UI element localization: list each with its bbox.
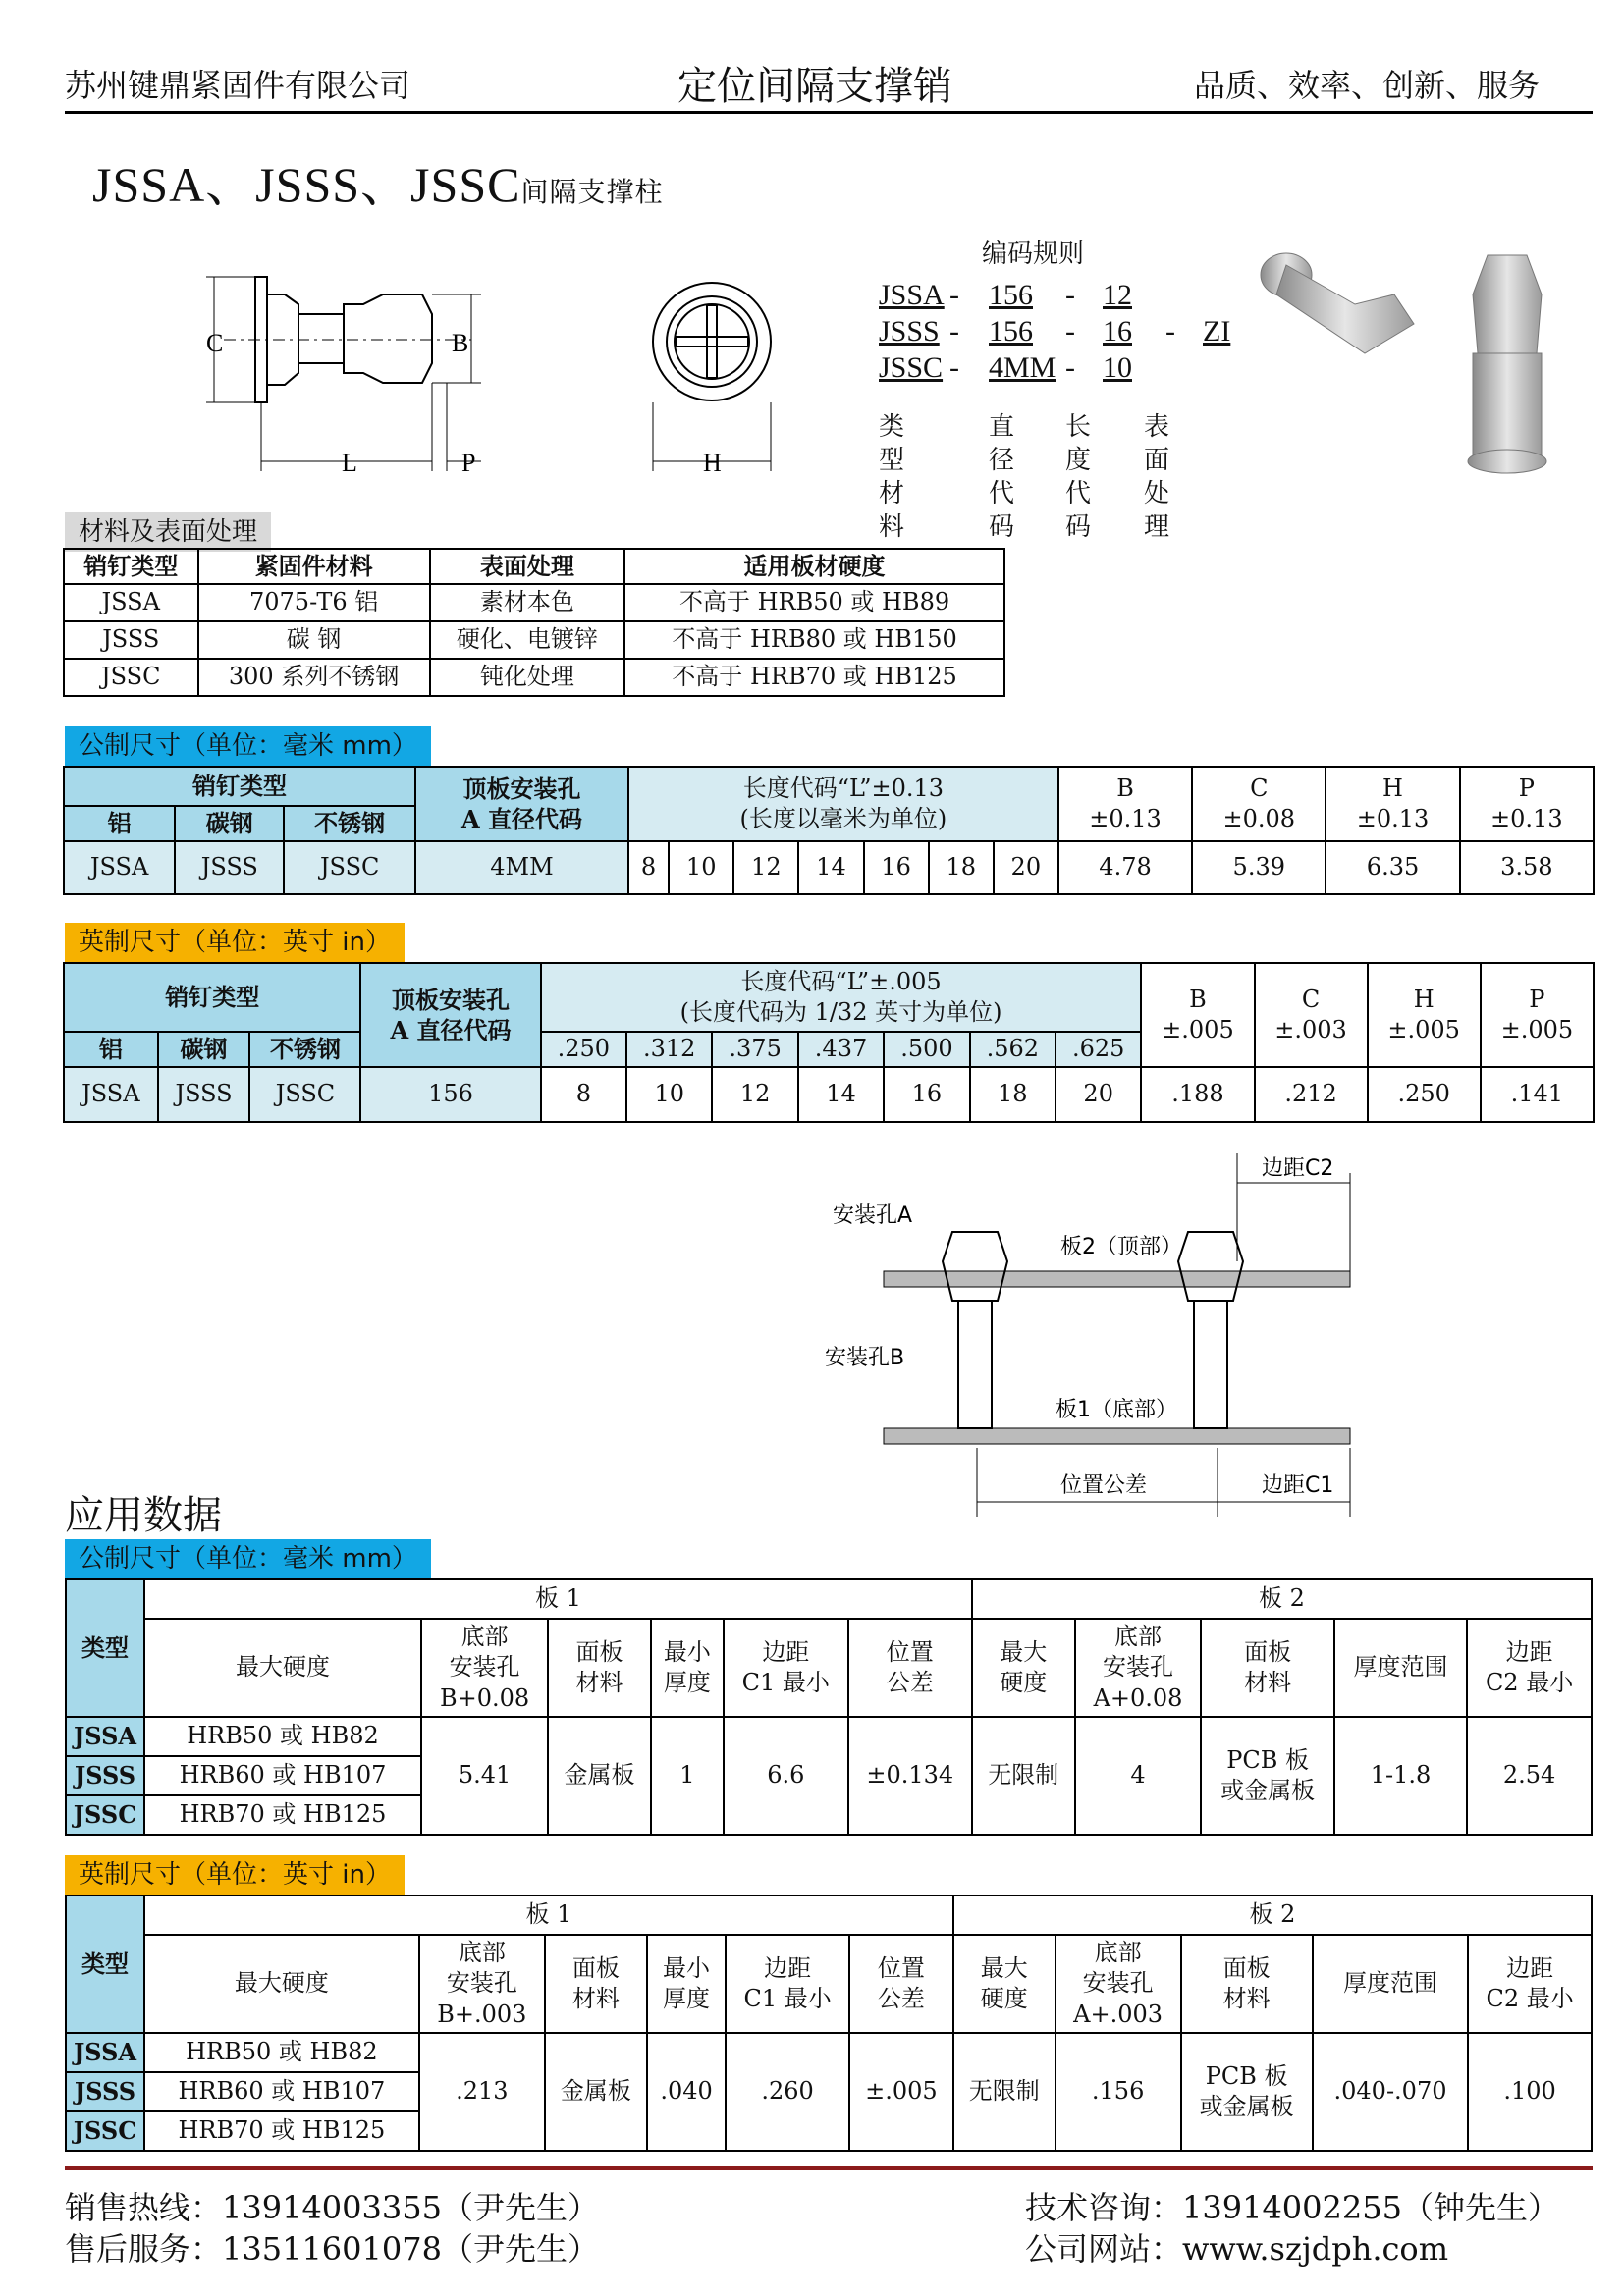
imperial-cell: .141 xyxy=(1481,1067,1594,1122)
app-col-header: 面板 材料 xyxy=(1181,1935,1313,2033)
code-token: 156 xyxy=(989,279,1033,311)
imperial-cell: .212 xyxy=(1255,1067,1368,1122)
app-imperial-tag: 英制尺寸（单位：英寸 in） xyxy=(65,1855,405,1895)
app-col-header: 最大硬度 xyxy=(144,1619,421,1717)
materials-header: 销钉类型 xyxy=(64,549,198,584)
product-title xyxy=(92,145,664,216)
app-value: .260 xyxy=(726,2033,849,2151)
app-value: .213 xyxy=(419,2033,545,2151)
app-type-header: 类型 xyxy=(66,1896,144,2033)
app-hardness: HRB60 或 HB107 xyxy=(144,2072,419,2111)
code-token: JSSS xyxy=(879,315,940,347)
imperial-cell: 8 xyxy=(541,1067,626,1122)
label-p: P xyxy=(461,449,476,477)
app-value: .156 xyxy=(1056,2033,1181,2151)
metric-cell: JSSA xyxy=(64,841,175,894)
label-plate2: 板2（顶部） xyxy=(1060,1235,1182,1259)
app-value: 2.54 xyxy=(1467,1717,1592,1835)
header-rule xyxy=(65,111,1593,114)
materials-cell: 素材本色 xyxy=(430,584,624,621)
app-value: ±.005 xyxy=(849,2033,953,2151)
metric-dim-header: C ±0.08 xyxy=(1192,767,1326,841)
metric-hole-header: 顶板安装孔 A 直径代码 xyxy=(415,767,628,841)
code-token: - xyxy=(1065,315,1075,347)
materials-cell: 不高于 HRB70 或 HB125 xyxy=(624,659,1004,696)
metric-cell: 14 xyxy=(798,841,863,894)
app-col-header: 厚度范围 xyxy=(1313,1935,1468,2033)
app-col-header: 厚度范围 xyxy=(1334,1619,1467,1717)
code-legend-item: 直径 代码 xyxy=(989,412,1015,542)
application-title: 应用数据 xyxy=(65,1493,222,1538)
code-token: - xyxy=(949,351,959,384)
side-view-drawing xyxy=(196,265,589,481)
footer-rule xyxy=(65,2166,1593,2170)
metric-cell: 6.35 xyxy=(1326,841,1459,894)
imperial-length-code: .250 xyxy=(541,1032,626,1067)
code-token: 12 xyxy=(1103,279,1132,311)
app-value: 1-1.8 xyxy=(1334,1717,1467,1835)
app-col-header: 边距 C2 最小 xyxy=(1467,1619,1592,1717)
code-legend-item: 表面 处理 xyxy=(1144,412,1170,542)
app-value: .100 xyxy=(1468,2033,1592,2151)
app-value: 5.41 xyxy=(421,1717,548,1835)
app-value: 无限制 xyxy=(972,1717,1075,1835)
app-col-header: 最大 硬度 xyxy=(972,1619,1075,1717)
imperial-cell: 156 xyxy=(360,1067,540,1122)
product-photo xyxy=(1247,236,1571,491)
metric-dim-header: P ±0.13 xyxy=(1460,767,1594,841)
materials-cell: 硬化、电镀锌 xyxy=(430,621,624,659)
label-c2: 边距C2 xyxy=(1262,1156,1334,1181)
code-token: - xyxy=(1065,351,1075,384)
page-title: 定位间隔支撑销 xyxy=(677,64,952,109)
product-code: JSSA、JSSS、JSSC xyxy=(92,157,521,212)
code-rule-title: 编码规则 xyxy=(982,240,1085,269)
code-token: 10 xyxy=(1103,351,1132,384)
materials-cell: 钝化处理 xyxy=(430,659,624,696)
code-token: - xyxy=(949,315,959,347)
imperial-length-code: .375 xyxy=(712,1032,797,1067)
app-plate1-header: 板 1 xyxy=(144,1896,953,1935)
label-c1: 边距C1 xyxy=(1262,1473,1334,1498)
company-name: 苏州键鼎紧固件有限公司 xyxy=(65,67,411,104)
app-col-header: 面板 材料 xyxy=(1201,1619,1333,1717)
app-value: 1 xyxy=(651,1717,724,1835)
app-value: 4 xyxy=(1075,1717,1202,1835)
app-value: ±0.134 xyxy=(848,1717,972,1835)
imperial-tag: 英制尺寸（单位：英寸 in） xyxy=(65,923,405,962)
assembly-drawing xyxy=(825,1153,1375,1517)
app-col-header: 底部 安装孔 B+.003 xyxy=(419,1935,545,2033)
metric-dim-header: H ±0.13 xyxy=(1326,767,1459,841)
tech-support: 技术咨询：13914002255（钟先生） xyxy=(1025,2189,1559,2226)
imperial-material-sub: 铝 xyxy=(64,1032,158,1067)
label-h: H xyxy=(703,449,722,477)
materials-cell: 7075-T6 铝 xyxy=(198,584,430,621)
metric-material-sub: 不锈钢 xyxy=(284,806,415,841)
metric-length-header: 长度代码“L”±0.13 (长度以毫米为单位) xyxy=(628,767,1058,841)
materials-header: 表面处理 xyxy=(430,549,624,584)
app-hardness: HRB60 或 HB107 xyxy=(144,1756,421,1795)
imperial-length-code: .500 xyxy=(884,1032,969,1067)
materials-cell: 碳 钢 xyxy=(198,621,430,659)
metric-cell: 12 xyxy=(733,841,798,894)
app-col-header: 面板 材料 xyxy=(545,1935,647,2033)
materials-cell: 不高于 HRB50 或 HB89 xyxy=(624,584,1004,621)
imperial-cell: 16 xyxy=(884,1067,969,1122)
imperial-dim-header: C ±.003 xyxy=(1255,963,1368,1067)
app-col-header: 底部 安装孔 A+.003 xyxy=(1056,1935,1181,2033)
imperial-cell: .250 xyxy=(1368,1067,1481,1122)
metric-table xyxy=(63,766,1595,895)
metric-cell: 4.78 xyxy=(1058,841,1192,894)
materials-cell: 不高于 HRB80 或 HB150 xyxy=(624,621,1004,659)
app-type: JSSC xyxy=(66,2111,144,2151)
imperial-cell: 12 xyxy=(712,1067,797,1122)
app-value: .040 xyxy=(647,2033,726,2151)
code-token: 16 xyxy=(1103,315,1132,347)
app-value: 金属板 xyxy=(548,1717,651,1835)
app-value: PCB 板 或金属板 xyxy=(1181,2033,1313,2151)
imperial-dim-header: B ±.005 xyxy=(1141,963,1254,1067)
label-l: L xyxy=(342,449,357,477)
after-sales: 售后服务：13511601078（尹先生） xyxy=(65,2230,599,2268)
app-col-header: 最大 硬度 xyxy=(953,1935,1056,2033)
materials-header: 适用板材硬度 xyxy=(624,549,1004,584)
materials-cell: JSSS xyxy=(64,621,198,659)
metric-cell: 10 xyxy=(669,841,733,894)
app-type: JSSS xyxy=(66,2072,144,2111)
website[interactable]: 公司网站：www.szjdph.com xyxy=(1025,2230,1449,2268)
imperial-material-sub: 不锈钢 xyxy=(249,1032,360,1067)
imperial-cell: JSSS xyxy=(158,1067,250,1122)
imperial-cell: 20 xyxy=(1056,1067,1141,1122)
code-token: JSSA xyxy=(879,279,945,311)
app-type-header: 类型 xyxy=(66,1579,144,1717)
app-type: JSSA xyxy=(66,1717,144,1756)
imperial-dim-header: H ±.005 xyxy=(1368,963,1481,1067)
metric-cell: JSSC xyxy=(284,841,415,894)
imperial-cell: 18 xyxy=(970,1067,1056,1122)
imperial-material-sub: 碳钢 xyxy=(158,1032,250,1067)
app-type: JSSS xyxy=(66,1756,144,1795)
metric-cell: 18 xyxy=(929,841,994,894)
app-metric-tag: 公制尺寸（单位：毫米 mm） xyxy=(65,1539,431,1578)
imperial-length-code: .312 xyxy=(626,1032,712,1067)
imperial-length-code: .437 xyxy=(798,1032,884,1067)
app-plate2-header: 板 2 xyxy=(972,1579,1592,1619)
label-tolerance: 位置公差 xyxy=(1060,1473,1148,1498)
app-plate1-header: 板 1 xyxy=(144,1579,972,1619)
metric-cell: 8 xyxy=(628,841,669,894)
app-col-header: 最小 厚度 xyxy=(647,1935,726,2033)
materials-cell: 300 系列不锈钢 xyxy=(198,659,430,696)
imperial-cell: JSSC xyxy=(249,1067,360,1122)
code-token: - xyxy=(1165,315,1175,347)
imperial-length-header: 长度代码“L”±.005 (长度代码为 1/32 英寸为单位) xyxy=(541,963,1142,1032)
code-legend-item: 长度 代码 xyxy=(1065,412,1092,542)
code-token: ZI xyxy=(1203,315,1231,347)
app-imperial-table xyxy=(65,1895,1593,2152)
app-value: 6.6 xyxy=(724,1717,848,1835)
app-hardness: HRB70 或 HB125 xyxy=(144,2111,419,2151)
slogan: 品质、效率、创新、服务 xyxy=(1194,67,1541,104)
app-value: 金属板 xyxy=(545,2033,647,2151)
app-col-header: 最小 厚度 xyxy=(651,1619,724,1717)
app-type: JSSC xyxy=(66,1795,144,1835)
app-value: 无限制 xyxy=(953,2033,1056,2151)
metric-tag: 公制尺寸（单位：毫米 mm） xyxy=(65,726,431,766)
app-value: .040-.070 xyxy=(1313,2033,1468,2151)
metric-cell: 20 xyxy=(994,841,1058,894)
product-subtitle: 间隔支撑柱 xyxy=(520,178,664,208)
metric-cell: JSSS xyxy=(175,841,284,894)
imperial-length-code: .562 xyxy=(970,1032,1056,1067)
imperial-table xyxy=(63,962,1595,1123)
materials-table xyxy=(63,548,1005,697)
metric-cell: 16 xyxy=(864,841,929,894)
app-hardness: HRB70 或 HB125 xyxy=(144,1795,421,1835)
app-value: PCB 板 或金属板 xyxy=(1201,1717,1333,1835)
code-legend-item: 类型 材料 xyxy=(879,412,905,542)
imperial-cell: 10 xyxy=(626,1067,712,1122)
label-hole-a: 安装孔A xyxy=(833,1203,913,1228)
sales-hotline: 销售热线：13914003355（尹先生） xyxy=(65,2189,599,2226)
metric-cell: 4MM xyxy=(415,841,628,894)
label-b: B xyxy=(452,329,469,357)
metric-material-sub: 碳钢 xyxy=(175,806,284,841)
materials-cell: JSSC xyxy=(64,659,198,696)
code-token: 4MM xyxy=(989,351,1056,384)
app-col-header: 位置 公差 xyxy=(848,1619,972,1717)
app-hardness: HRB50 或 HB82 xyxy=(144,1717,421,1756)
metric-type-header: 销钉类型 xyxy=(64,767,415,806)
materials-header: 紧固件材料 xyxy=(198,549,430,584)
app-col-header: 面板 材料 xyxy=(548,1619,651,1717)
app-metric-table xyxy=(65,1578,1593,1836)
app-col-header: 边距 C1 最小 xyxy=(726,1935,849,2033)
app-col-header: 位置 公差 xyxy=(849,1935,953,2033)
metric-cell: 3.58 xyxy=(1460,841,1594,894)
metric-material-sub: 铝 xyxy=(64,806,175,841)
app-col-header: 最大硬度 xyxy=(144,1935,419,2033)
label-hole-b: 安装孔B xyxy=(825,1346,905,1370)
front-view-drawing xyxy=(638,265,835,481)
label-c: C xyxy=(206,329,224,357)
metric-cell: 5.39 xyxy=(1192,841,1326,894)
metric-dim-header: B ±0.13 xyxy=(1058,767,1192,841)
label-plate1: 板1（底部） xyxy=(1056,1398,1177,1422)
app-col-header: 底部 安装孔 A+0.08 xyxy=(1075,1619,1202,1717)
materials-cell: JSSA xyxy=(64,584,198,621)
app-col-header: 底部 安装孔 B+0.08 xyxy=(421,1619,548,1717)
app-type: JSSA xyxy=(66,2033,144,2072)
imperial-length-code: .625 xyxy=(1056,1032,1141,1067)
imperial-dim-header: P ±.005 xyxy=(1481,963,1594,1067)
code-token: JSSC xyxy=(879,351,944,384)
imperial-cell: JSSA xyxy=(64,1067,158,1122)
imperial-cell: 14 xyxy=(798,1067,884,1122)
imperial-type-header: 销钉类型 xyxy=(64,963,360,1032)
code-token: 156 xyxy=(989,315,1033,347)
code-token: - xyxy=(949,279,959,311)
code-token: - xyxy=(1065,279,1075,311)
imperial-cell: .188 xyxy=(1141,1067,1254,1122)
imperial-hole-header: 顶板安装孔 A 直径代码 xyxy=(360,963,540,1067)
app-hardness: HRB50 或 HB82 xyxy=(144,2033,419,2072)
app-plate2-header: 板 2 xyxy=(953,1896,1592,1935)
app-col-header: 边距 C2 最小 xyxy=(1468,1935,1592,2033)
app-col-header: 边距 C1 最小 xyxy=(724,1619,848,1717)
materials-tag: 材料及表面处理 xyxy=(65,512,271,552)
